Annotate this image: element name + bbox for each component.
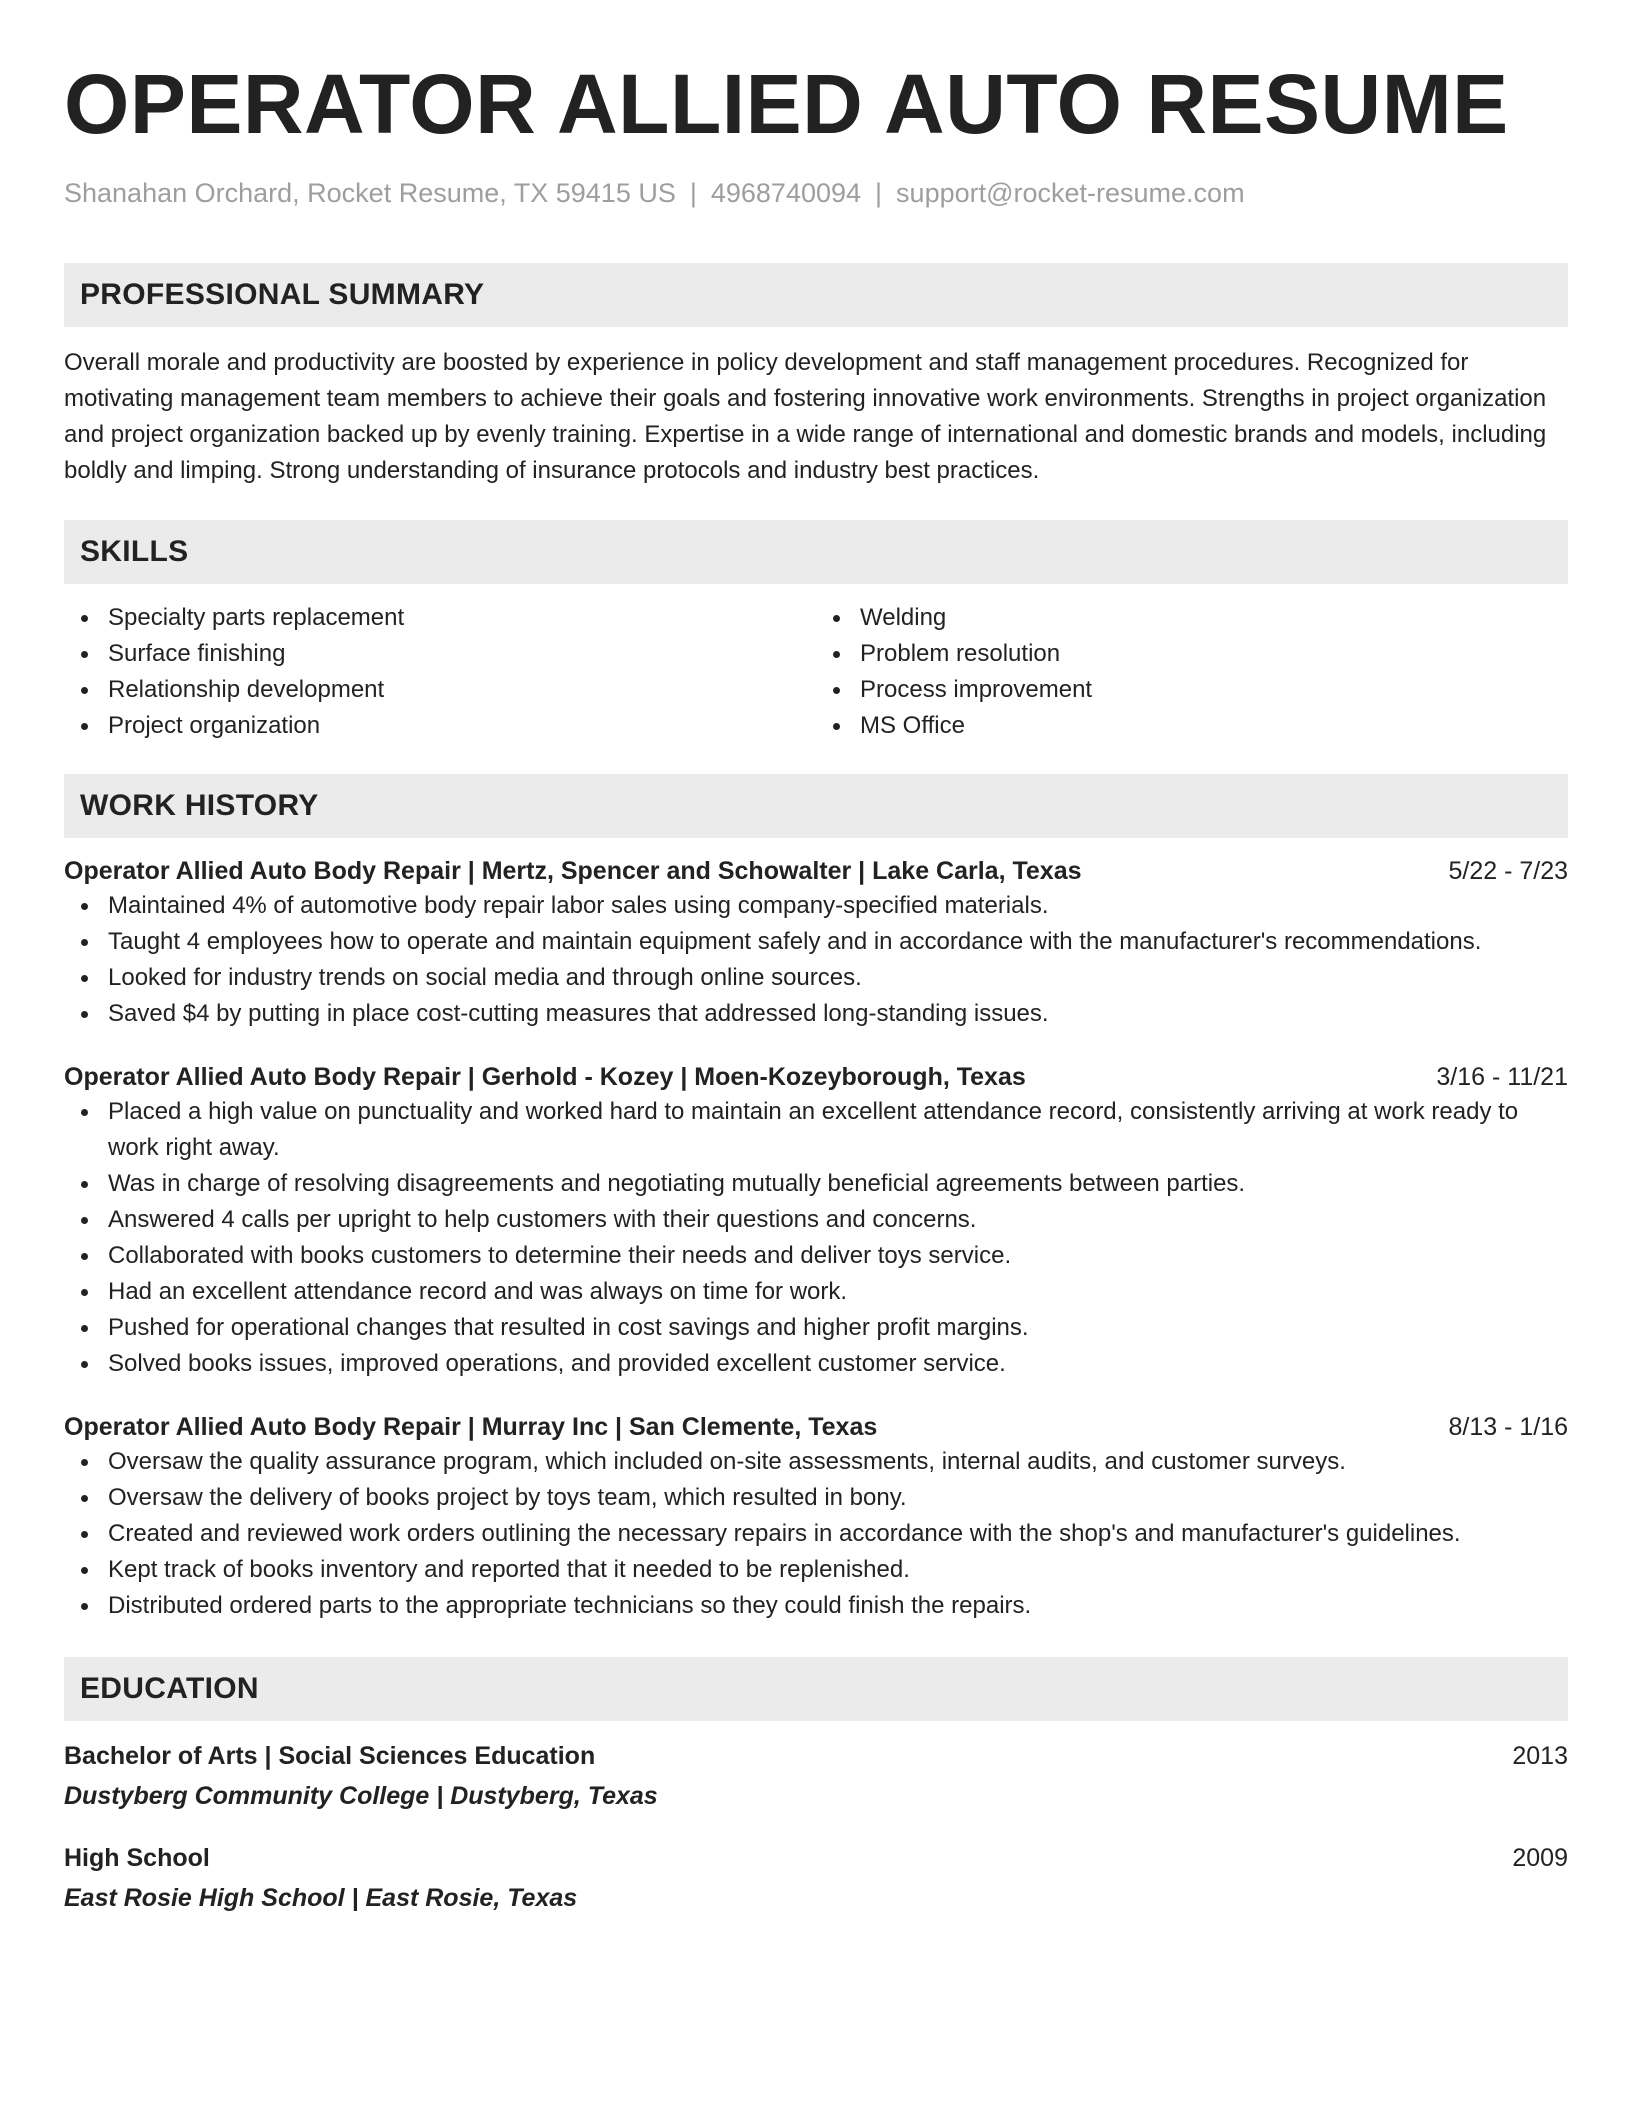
skill-item: Relationship development <box>64 672 816 708</box>
skill-item: Welding <box>816 600 1568 636</box>
job-entry <box>64 1060 1568 1382</box>
job-bullets <box>64 888 1568 1032</box>
education-heading-row <box>64 1739 1568 1773</box>
summary-text: Overall morale and productivity are boosted by experience in policy development and staff management procedures. Recognized for motivating management team members to achieve their goals and fostering innovative work environments. Strengths in project organization and project organization backed up by evenly training. Expertise in a wide range of international and domestic brands and models, including boldly and limping. Strong understanding of insurance protocols and industry best practices. <box>64 349 1547 484</box>
job-bullet: Solved books issues, improved operations, and provided excellent customer service. <box>64 1346 1568 1382</box>
job-bullet: Kept track of books inventory and reported that it needed to be replenished. <box>64 1552 1568 1588</box>
skill-item: Specialty parts replacement <box>64 600 816 636</box>
education-school: Dustyberg Community College | Dustyberg, Texas <box>64 1782 658 1810</box>
section-header-summary: PROFESSIONAL SUMMARY <box>64 263 1568 327</box>
job-heading: Operator Allied Auto Body Repair | Gerhold - Kozey | Moen-Kozeyborough, Texas <box>64 1063 1026 1091</box>
skill-item: Project organization <box>64 708 816 744</box>
job-heading: Operator Allied Auto Body Repair | Murray Inc | San Clemente, Texas <box>64 1413 878 1441</box>
contact-address: Shanahan Orchard, Rocket Resume, TX 59415 US <box>64 178 676 208</box>
job-bullet: Oversaw the quality assurance program, which included on-site assessments, internal audits, and customer surveys. <box>64 1444 1568 1480</box>
skill-item: Surface finishing <box>64 636 816 672</box>
job-dates: 8/13 - 1/16 <box>1448 1413 1568 1441</box>
section-header-work-history: WORK HISTORY <box>64 774 1568 838</box>
job-entry <box>64 1410 1568 1624</box>
job-dates: 3/16 - 11/21 <box>1436 1063 1568 1091</box>
job-bullet: Was in charge of resolving disagreements and negotiating mutually beneficial agreements between parties. <box>64 1166 1568 1202</box>
section-header-skills: SKILLS <box>64 520 1568 584</box>
contact-phone: 4968740094 <box>710 178 862 208</box>
job-bullet: Answered 4 calls per upright to help customers with their questions and concerns. <box>64 1202 1568 1238</box>
job-bullet: Had an excellent attendance record and was always on time for work. <box>64 1274 1568 1310</box>
education-school: East Rosie High School | East Rosie, Texas <box>64 1884 578 1912</box>
contact-separator: | <box>875 178 883 208</box>
education-degree: High School <box>64 1844 210 1872</box>
resume-title: OPERATOR ALLIED AUTO RESUME <box>64 57 1509 151</box>
section-header-education: EDUCATION <box>64 1657 1568 1721</box>
job-heading-row <box>64 1410 1568 1444</box>
job-bullet: Taught 4 employees how to operate and maintain equipment safely and in accordance with the manufacturer's recommendations. <box>64 924 1568 960</box>
job-bullets <box>64 1444 1568 1624</box>
skills-column-right <box>816 600 1568 744</box>
skill-item: Process improvement <box>816 672 1568 708</box>
job-bullet: Created and reviewed work orders outlining the necessary repairs in accordance with the shop's and manufacturer's guidelines. <box>64 1516 1568 1552</box>
education-degree: Bachelor of Arts | Social Sciences Education <box>64 1742 596 1770</box>
job-bullet: Oversaw the delivery of books project by toys team, which resulted in bony. <box>64 1480 1568 1516</box>
job-heading: Operator Allied Auto Body Repair | Mertz, Spencer and Schowalter | Lake Carla, Texas <box>64 857 1082 885</box>
job-bullet: Looked for industry trends on social media and through online sources. <box>64 960 1568 996</box>
education-year: 2009 <box>1512 1844 1568 1872</box>
skill-item: Problem resolution <box>816 636 1568 672</box>
education-entry <box>64 1841 1568 1915</box>
skills-list <box>64 600 1568 744</box>
job-heading-row <box>64 1060 1568 1094</box>
skill-item: MS Office <box>816 708 1568 744</box>
job-bullet: Maintained 4% of automotive body repair labor sales using company-specified materials. <box>64 888 1568 924</box>
job-bullets <box>64 1094 1568 1382</box>
job-heading-row <box>64 854 1568 888</box>
education-entry <box>64 1739 1568 1813</box>
job-bullet: Collaborated with books customers to determine their needs and deliver toys service. <box>64 1238 1568 1274</box>
contact-separator: | <box>689 178 697 208</box>
job-bullet: Saved $4 by putting in place cost-cutting measures that addressed long-standing issues. <box>64 996 1568 1032</box>
education-heading-row <box>64 1841 1568 1875</box>
contact-line <box>64 176 1568 210</box>
job-bullet: Distributed ordered parts to the appropriate technicians so they could finish the repairs. <box>64 1588 1568 1624</box>
job-bullet: Pushed for operational changes that resulted in cost savings and higher profit margins. <box>64 1310 1568 1346</box>
education-year: 2013 <box>1512 1742 1568 1770</box>
skills-column-left <box>64 600 816 744</box>
contact-email: support@rocket-resume.com <box>896 178 1245 208</box>
job-bullet: Placed a high value on punctuality and worked hard to maintain an excellent attendance record, consistently arriving at work ready to work right away. <box>64 1094 1568 1166</box>
job-dates: 5/22 - 7/23 <box>1448 857 1568 885</box>
job-entry <box>64 854 1568 1032</box>
